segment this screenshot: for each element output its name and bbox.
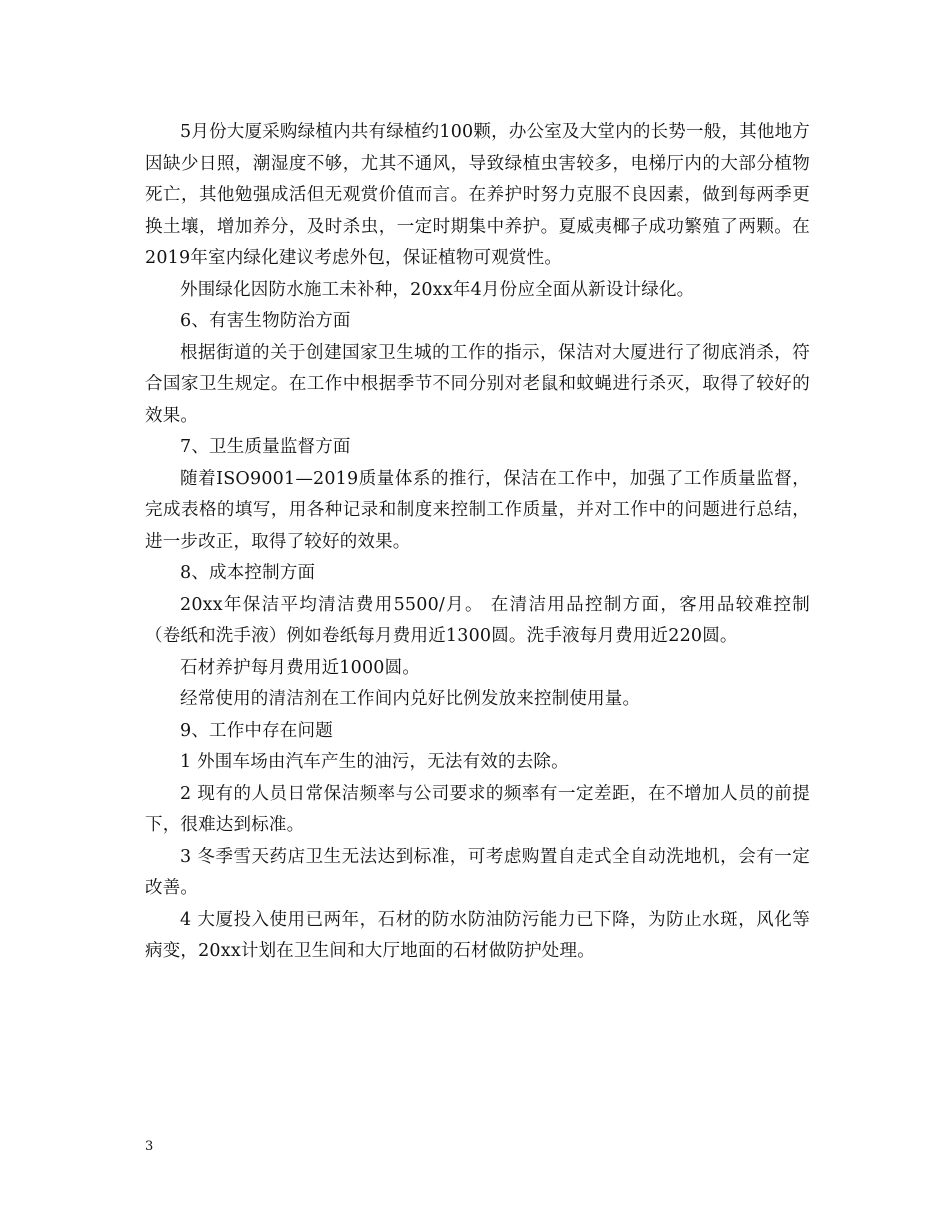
- paragraph-stone-maintenance: 石材养护每月费用近1000圆。: [180, 657, 421, 678]
- problem-item-3: 3 冬季雪天药店卫生无法达到标准，可考虑购置自走式全自动洗地机，会有一定改善。: [145, 846, 810, 898]
- paragraph-cleaning-costs: 20xx年保洁平均清洁费用5500/月。 在清洁用品控制方面，客用品较难控制（卷纸和洗手液）例如卷纸每月费用近1300圆。洗手液每月费用近220圆。: [145, 594, 810, 646]
- heading-cost-control: 8、成本控制方面: [180, 563, 316, 583]
- paragraph-plants-purchase: 5月份大厦采购绿植内共有绿植约100颗，办公室及大堂内的长势一般，其他地方因缺少日照，潮湿度不够，尤其不通风，导致绿植虫害较多，电梯厅内的大部分植物死亡，其他勉强成活但无观赏价值而言。在养护时努力克服不良因素，做到每两季更换土壤，增加养分，及时杀虫，一定时期集中养护。夏威夷椰子成功繁殖了两颗。在2019年室内绿化建议考虑外包，保证植物可观赏性。: [145, 122, 810, 268]
- document-body: [145, 117, 810, 968]
- page-number: 3: [145, 1139, 154, 1154]
- heading-existing-problems: 9、工作中存在问题: [180, 720, 333, 741]
- problem-item-2: 2 现有的人员日常保洁频率与公司要求的频率有一定差距，在不增加人员的前提下，很难达到标准。: [145, 783, 810, 835]
- paragraph-pest-control: 根据街道的关于创建国家卫生城的工作的指示，保洁对大厦进行了彻底消杀，符合国家卫生规定。在工作中根据季节不同分别对老鼠和蚊蝇进行杀灭，取得了较好的效果。: [145, 342, 810, 426]
- heading-pest-control: 6、有害生物防治方面: [180, 311, 351, 331]
- problem-item-4: 4 大厦投入使用已两年，石材的防水防油防污能力已下降，为防止水斑，风化等病变，20xx计划在卫生间和大厅地面的石材做防护处理。: [145, 909, 810, 961]
- paragraph-quality-supervision: 随着ISO9001—2019质量体系的推行，保洁在工作中，加强了工作质量监督，完成表格的填写，用各种记录和制度来控制工作质量，并对工作中的问题进行总结，进一步改正，取得了较好的效果。: [145, 468, 810, 552]
- problem-item-1: 1 外围车场由汽车产生的油污，无法有效的去除。: [180, 752, 569, 772]
- paragraph-exterior-greening: 外围绿化因防水施工未补种，20xx年4月份应全面从新设计绿化。: [180, 279, 695, 300]
- paragraph-detergent-usage: 经常使用的清洁剂在工作间内兑好比例发放来控制使用量。: [180, 689, 641, 709]
- heading-quality-supervision: 7、卫生质量监督方面: [180, 437, 351, 457]
